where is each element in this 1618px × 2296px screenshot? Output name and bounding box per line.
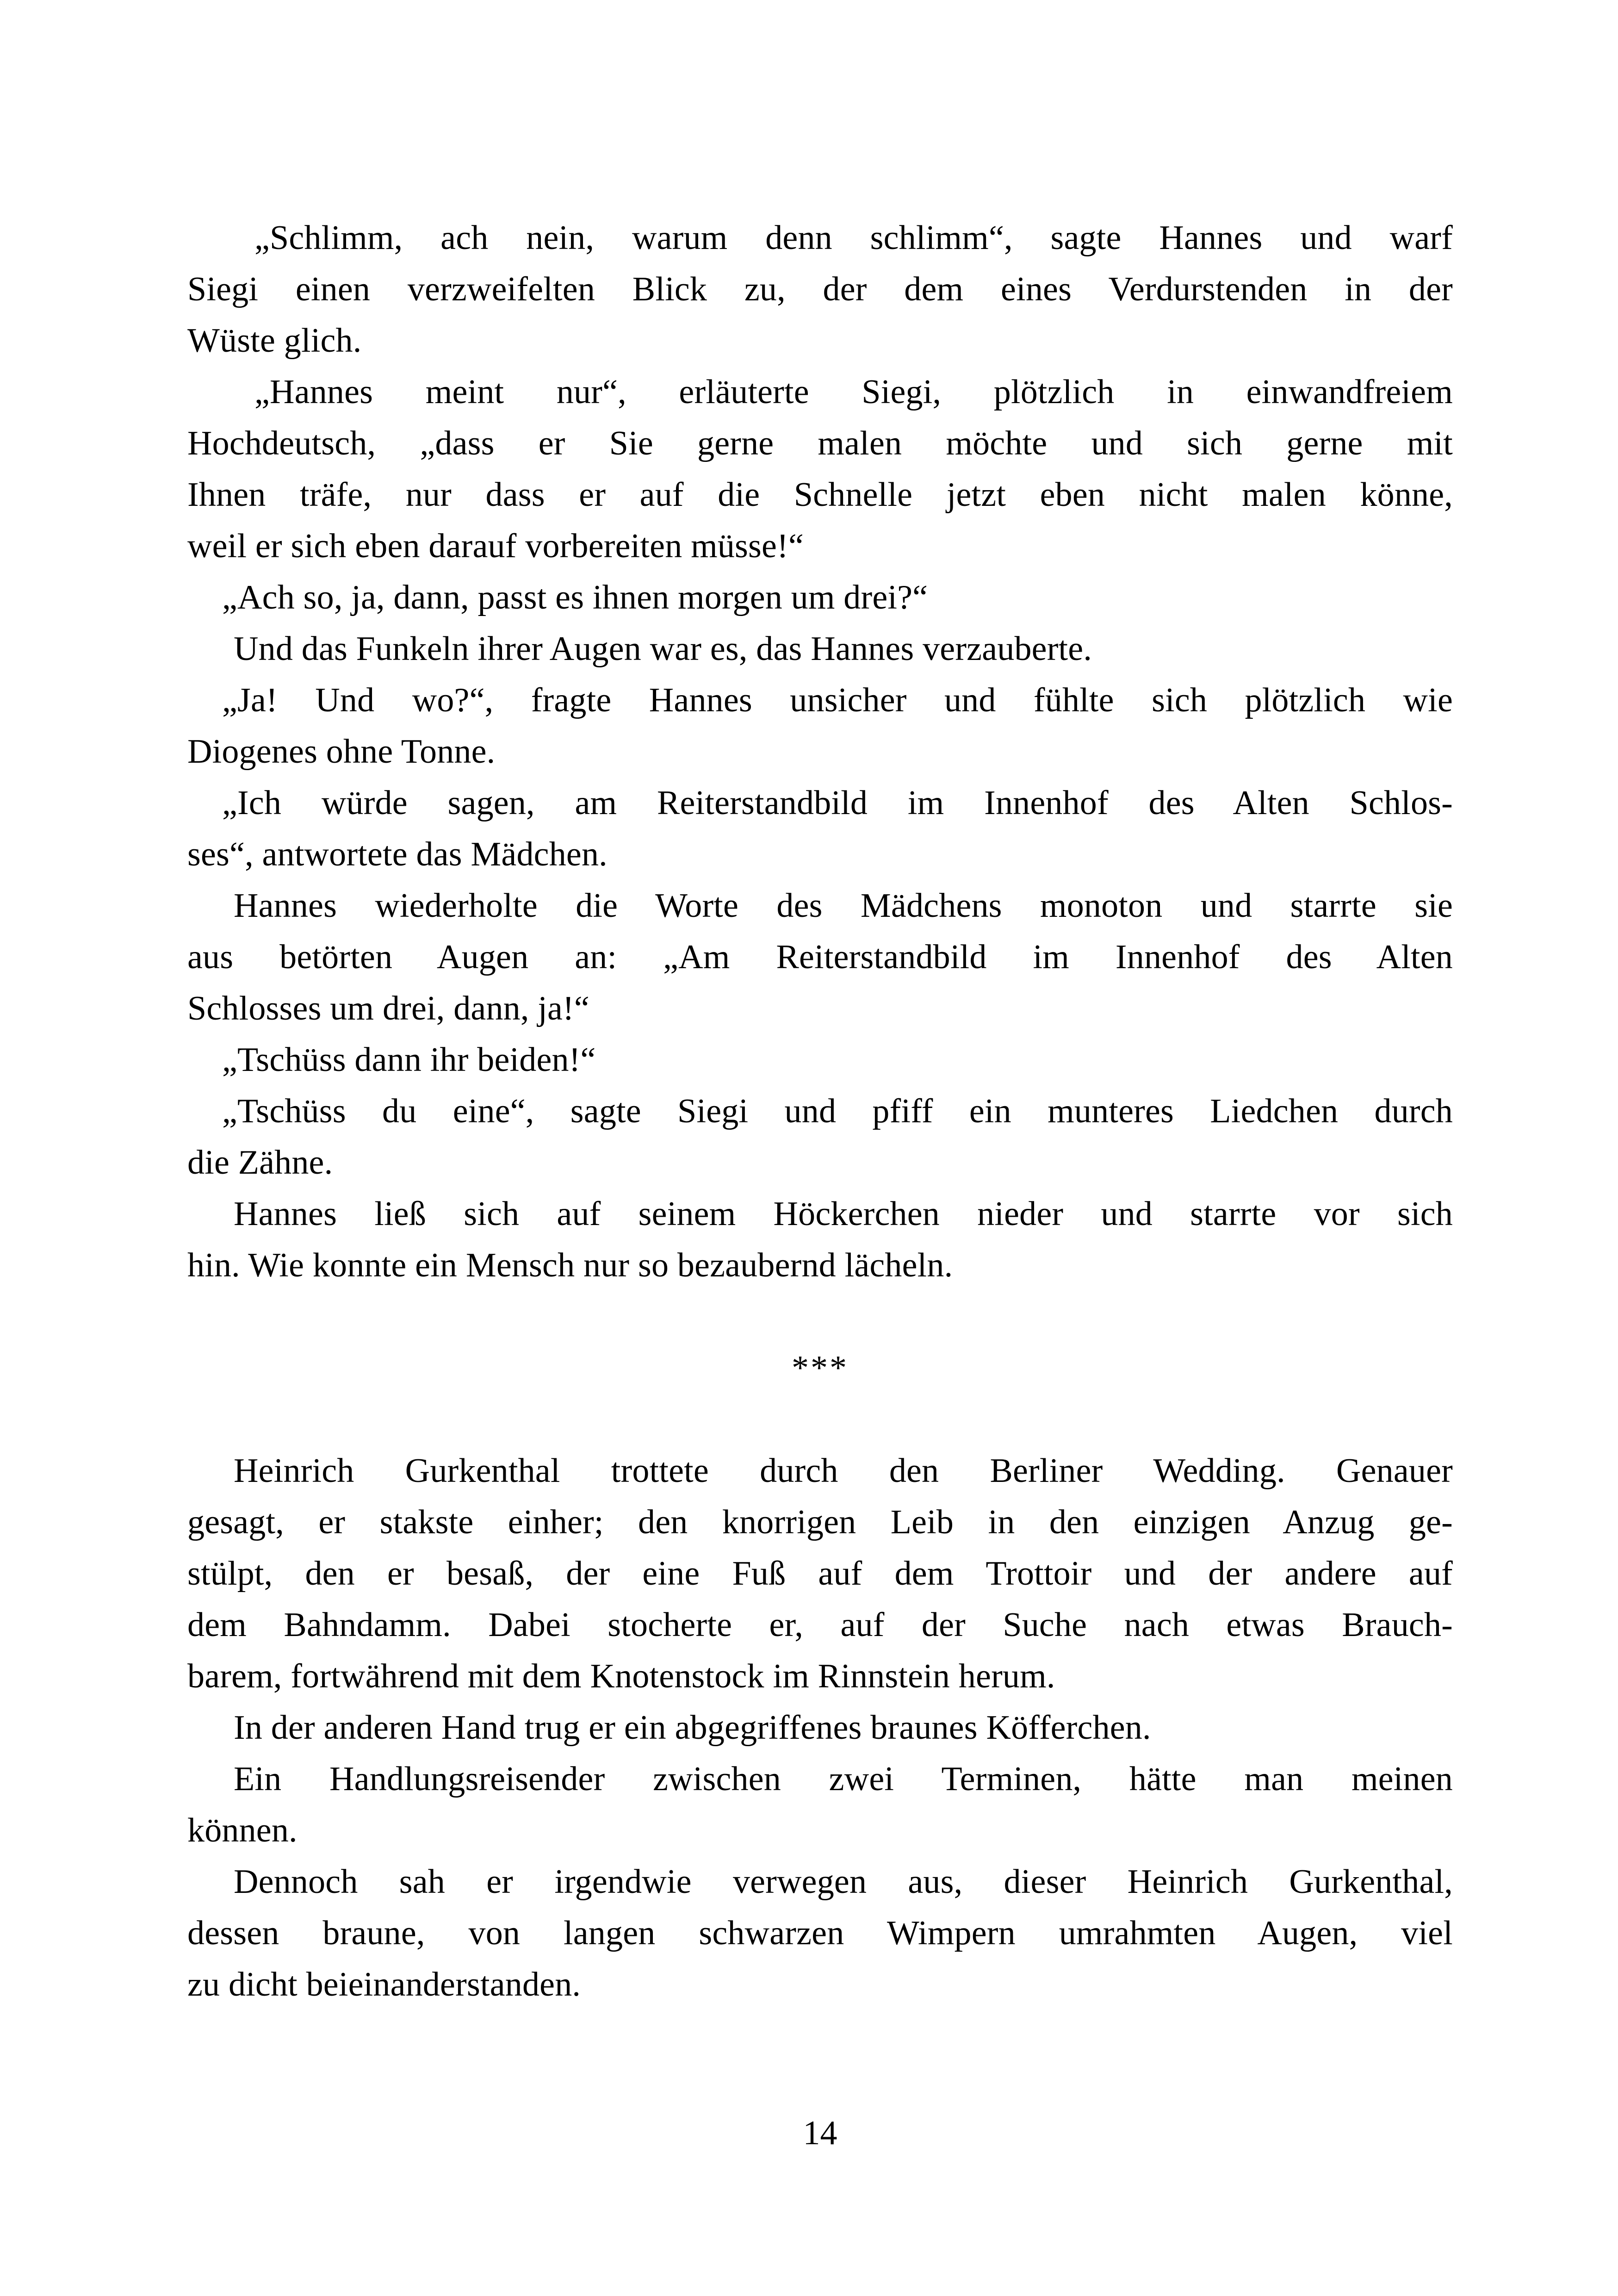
text-section [187, 1445, 1453, 2010]
text-line: ses“, antwortete das Mädchen. [187, 835, 608, 873]
paragraph [187, 778, 1453, 880]
text-line: „Ja! Und wo?“, fragte Hannes unsicher und fühlte sich plötzlich wie [222, 681, 1453, 719]
text-line: „Tschüss du eine“, sagte Siegi und pfiff ein munteres Liedchen durch [222, 1092, 1453, 1130]
text-line: Und das Funkeln ihrer Augen war es, das Hannes verzauberte. [234, 630, 1092, 668]
paragraph [187, 572, 1453, 623]
paragraph [187, 1856, 1453, 2010]
paragraph [187, 1445, 1453, 1702]
paragraph [187, 1188, 1453, 1291]
paragraph [187, 880, 1453, 1034]
text-line: Ihnen träfe, nur dass er auf die Schnelle jetzt eben nicht malen könne, [187, 476, 1453, 514]
text-line: Ein Handlungsreisender zwischen zwei Terminen, hätte man meinen [234, 1760, 1453, 1798]
text-line: „Ach so, ja, dann, passt es ihnen morgen um drei?“ [222, 579, 928, 616]
text-line: barem, fortwährend mit dem Knotenstock im Rinnstein herum. [187, 1657, 1055, 1695]
text-line: Schlosses um drei, dann, ja!“ [187, 989, 589, 1027]
text-line: „Ich würde sagen, am Reiterstandbild im Innenhof des Alten Schlos- [222, 784, 1453, 822]
text-line: aus betörten Augen an: „Am Reiterstandbild im Innenhof des Alten [187, 938, 1453, 976]
text-line: „Schlimm, ach nein, warum denn schlimm“, sagte Hannes und warf [254, 219, 1453, 257]
text-line: „Tschüss dann ihr beiden!“ [222, 1041, 596, 1079]
text-line: „Hannes meint nur“, erläuterte Siegi, plötzlich in einwandfreiem [254, 373, 1453, 411]
text-line: Diogenes ohne Tonne. [187, 733, 496, 771]
text-line: können. [187, 1811, 298, 1849]
paragraph [187, 1086, 1453, 1188]
text-line: Hochdeutsch, „dass er Sie gerne malen möchte und sich gerne mit [187, 424, 1453, 462]
paragraph [187, 367, 1453, 572]
text-line: hin. Wie konnte ein Mensch nur so bezaubernd lächeln. [187, 1246, 953, 1284]
text-line: dem Bahndamm. Dabei stocherte er, auf der Suche nach etwas Brauch- [187, 1606, 1453, 1644]
section-separator: *** [792, 1349, 849, 1387]
paragraph [187, 675, 1453, 778]
text-line: gesagt, er stakste einher; den knorrigen Leib in den einzigen Anzug ge- [187, 1503, 1453, 1541]
text-line: Hannes wiederholte die Worte des Mädchens monoton und starrte sie [234, 887, 1453, 925]
text-line: Dennoch sah er irgendwie verwegen aus, dieser Heinrich Gurkenthal, [234, 1863, 1453, 1901]
paragraph [187, 623, 1453, 675]
text-line: Hannes ließ sich auf seinem Höckerchen nieder und starrte vor sich [234, 1195, 1453, 1233]
text-line: weil er sich eben darauf vorbereiten müsse!“ [187, 527, 804, 565]
text-section [187, 212, 1453, 1291]
text-line: Siegi einen verzweifelten Blick zu, der dem eines Verdurstenden in der [187, 270, 1453, 308]
text-line: Wüste glich. [187, 322, 362, 360]
page-number: 14 [803, 2114, 837, 2152]
paragraph [187, 1754, 1453, 1856]
paragraph [187, 1034, 1453, 1086]
text-line: zu dicht beieinanderstanden. [187, 1966, 581, 2004]
text-line: dessen braune, von langen schwarzen Wimpern umrahmten Augen, viel [187, 1914, 1453, 1952]
body-text [187, 212, 1453, 2010]
text-line: Heinrich Gurkenthal trottete durch den Berliner Wedding. Genauer [234, 1452, 1453, 1490]
text-line: die Zähne. [187, 1144, 333, 1182]
paragraph [187, 1702, 1453, 1754]
text-line: stülpt, den er besaß, der eine Fuß auf dem Trottoir und der andere auf [187, 1555, 1453, 1593]
text-line: In der anderen Hand trug er ein abgegriffenes braunes Köfferchen. [234, 1709, 1151, 1747]
paragraph [187, 212, 1453, 367]
